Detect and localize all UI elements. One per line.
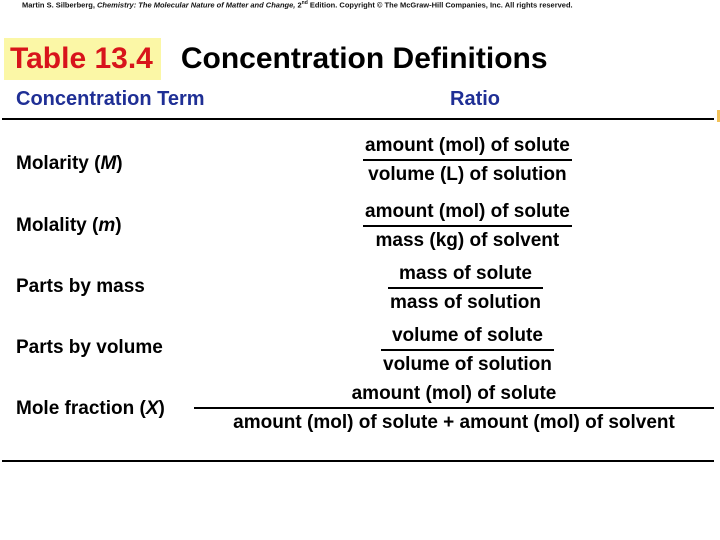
header-rule xyxy=(2,118,714,120)
ratio-parts-by-volume-numerator: volume of solute xyxy=(391,325,543,346)
table-label: Table 13.4 xyxy=(4,38,161,80)
fraction-bar xyxy=(363,225,572,227)
term-molarity-symbol: M xyxy=(100,153,117,174)
fraction-bar xyxy=(363,159,572,161)
term-parts-by-volume: Parts by volume xyxy=(16,337,163,358)
table-bottom-rule xyxy=(2,460,714,462)
ratio-molarity xyxy=(363,135,572,186)
table-title-row xyxy=(4,38,548,80)
table-title: Concentration Definitions xyxy=(180,42,548,75)
fraction-bar xyxy=(381,349,554,351)
term-mole-fraction xyxy=(16,398,165,420)
term-parts-by-mass: Parts by mass xyxy=(16,276,145,297)
ratio-molarity-denominator: volume (L) of solution xyxy=(368,164,567,185)
ratio-parts-by-volume-denominator: volume of solution xyxy=(383,354,552,375)
ratio-molality-denominator: mass (kg) of solvent xyxy=(375,230,560,251)
header-ratio: Ratio xyxy=(450,88,500,110)
credit-book-title: Chemistry: The Molecular Nature of Matter and Change, xyxy=(97,0,296,10)
credit-edition-suffix: nd xyxy=(301,0,308,6)
term-molality-close: ) xyxy=(115,215,122,236)
fraction-bar xyxy=(194,407,714,409)
ratio-parts-by-mass-denominator: mass of solution xyxy=(390,292,541,313)
ratio-molarity-numerator: amount (mol) of solute xyxy=(365,135,570,156)
header-concentration-term: Concentration Term xyxy=(16,88,205,110)
term-mole-fraction-label: Mole fraction ( xyxy=(16,398,146,419)
ratio-mole-fraction xyxy=(194,383,714,434)
ratio-parts-by-volume xyxy=(381,325,554,376)
credit-edition-number: 2 xyxy=(295,0,302,10)
ratio-parts-by-mass-numerator: mass of solute xyxy=(398,263,532,284)
ratio-molality-numerator: amount (mol) of solute xyxy=(365,201,570,222)
term-molality-label: Molality ( xyxy=(16,215,99,236)
credit-suffix: Edition. Copyright © The McGraw-Hill Companies, Inc. All rights reserved. xyxy=(307,0,573,10)
term-molality xyxy=(16,215,122,237)
ratio-molality xyxy=(363,201,572,252)
credit-prefix: Martin S. Silberberg, xyxy=(22,0,98,10)
term-molarity xyxy=(16,153,123,175)
term-mole-fraction-symbol: X xyxy=(145,398,159,419)
ratio-parts-by-mass xyxy=(388,263,543,314)
copyright-credit xyxy=(22,0,712,10)
ratio-mole-fraction-denominator: amount (mol) of solute + amount (mol) of solvent xyxy=(233,412,675,433)
term-mole-fraction-close: ) xyxy=(158,398,165,419)
term-molarity-label: Molarity ( xyxy=(16,153,101,174)
ratio-mole-fraction-numerator: amount (mol) of solute xyxy=(351,383,557,404)
term-molality-symbol: m xyxy=(98,215,116,236)
term-molarity-close: ) xyxy=(116,153,123,174)
fraction-bar xyxy=(388,287,543,289)
